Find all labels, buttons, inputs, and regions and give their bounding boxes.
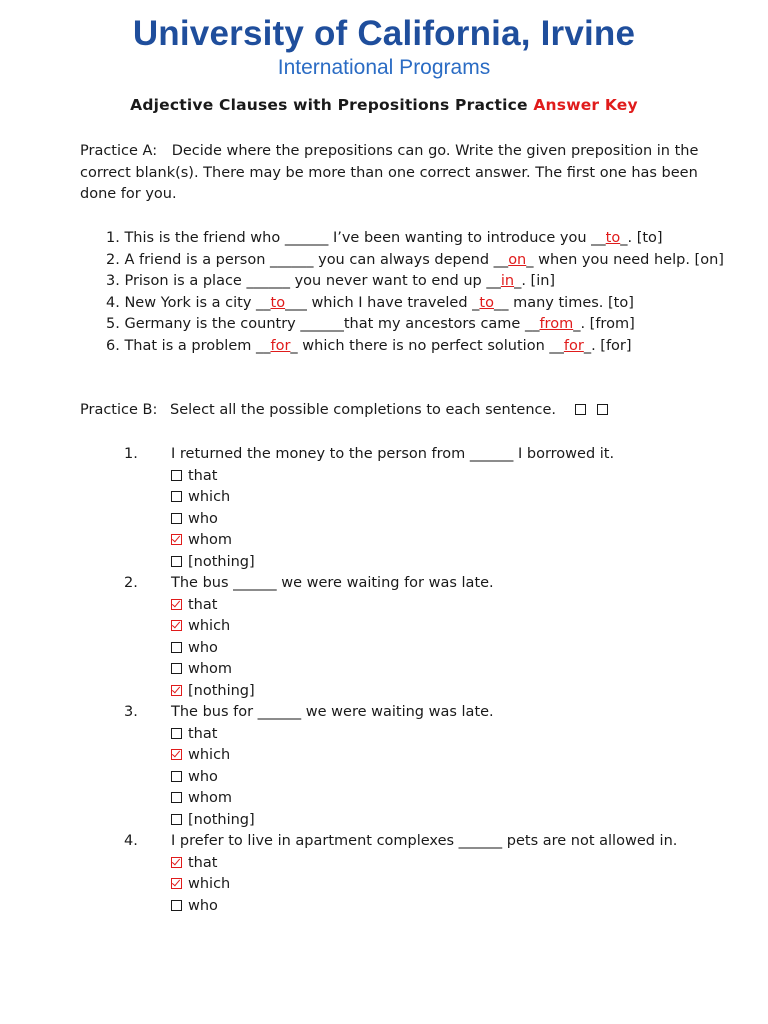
option[interactable] [171, 745, 724, 767]
option[interactable] [171, 487, 724, 509]
option[interactable] [171, 767, 724, 789]
sentence-text: _ which there is no perfect solution __ [290, 337, 564, 354]
option-label: [nothing] [188, 553, 255, 570]
option-label: which [188, 747, 231, 763]
option[interactable] [171, 788, 724, 810]
practice-a-item [106, 228, 726, 250]
item-number: 6. [106, 337, 125, 354]
option-label: that [188, 596, 218, 613]
checked-checkbox-icon[interactable] [171, 599, 182, 610]
option[interactable] [171, 681, 724, 703]
practice-a-item [106, 293, 726, 315]
question-number: 3. [124, 704, 138, 720]
option[interactable] [171, 530, 724, 552]
sentence-text: This is the friend who ______ I’ve been wanting to introduce you __ [124, 230, 606, 246]
answer-text: from [539, 316, 574, 332]
checkbox-icon[interactable] [171, 900, 182, 911]
option-label: that [188, 725, 218, 742]
sentence-text: _. [in] [514, 273, 556, 289]
question-number: 1. [124, 446, 138, 462]
sentence-text: New York is a city __ [124, 294, 271, 311]
checked-box-icon [575, 404, 586, 415]
checked-checkbox-icon[interactable] [171, 857, 182, 868]
question [124, 573, 724, 702]
option-label: who [188, 768, 218, 785]
checkbox-icon[interactable] [171, 663, 182, 674]
checkbox-icon[interactable] [171, 513, 182, 524]
answer-text: on [508, 251, 527, 268]
checked-checkbox-icon[interactable] [171, 685, 182, 696]
item-number: 4. [106, 294, 125, 311]
practice-a-item [106, 336, 726, 358]
empty-box-icon [597, 404, 608, 415]
checkbox-icon[interactable] [171, 728, 182, 739]
sentence-text: Germany is the country ______that my ancestors came __ [124, 316, 540, 332]
sentence-text: Prison is a place ______ you never want to end up __ [124, 273, 501, 289]
sentence-text: _. [for] [583, 337, 632, 354]
practice-a-instructions [80, 141, 720, 206]
title-main: Adjective Clauses with Prepositions Practice [130, 96, 528, 114]
option[interactable] [171, 638, 724, 660]
document-title [0, 96, 768, 114]
question-stem: The bus for ______ we were waiting was late. [171, 704, 494, 720]
option[interactable] [171, 896, 724, 918]
practice-a-list [106, 228, 726, 357]
sentence-text: _. [to] [620, 230, 663, 246]
question [124, 702, 724, 831]
question-stem: I returned the money to the person from ______ I borrowed it. [171, 446, 615, 462]
option-label: that [188, 854, 218, 871]
sentence-text: A friend is a person ______ you can always depend __ [124, 251, 509, 268]
option-label: whom [188, 661, 233, 677]
answer-text: for [270, 337, 291, 354]
question-number: 2. [124, 575, 138, 591]
option-label: [nothing] [188, 811, 255, 828]
option[interactable] [171, 595, 724, 617]
practice-b-questions [124, 444, 724, 917]
practice-b-instructions [80, 400, 720, 422]
question-number: 4. [124, 833, 138, 849]
option[interactable] [171, 509, 724, 531]
answer-text: to [479, 294, 494, 311]
option-label: who [188, 510, 218, 527]
question-stem: The bus ______ we were waiting for was late. [171, 575, 494, 591]
option-label: who [188, 639, 218, 656]
checked-checkbox-icon[interactable] [171, 534, 182, 545]
sentence-text: __ many times. [to] [493, 294, 634, 311]
practice-a-item [106, 271, 726, 293]
practice-b-text: Select all the possible completions to each sentence. [170, 402, 557, 418]
option-label: that [188, 467, 218, 484]
answer-text: to [270, 294, 286, 311]
option-label: whom [188, 532, 233, 548]
option[interactable] [171, 810, 724, 832]
practice-a-text: Decide where the prepositions can go. Write the given preposition in the correct blank(s). There may be more than one correct answer. The first one has been done for you. [80, 143, 699, 202]
checkbox-icon[interactable] [171, 792, 182, 803]
checkbox-icon[interactable] [171, 642, 182, 653]
checked-checkbox-icon[interactable] [171, 749, 182, 760]
practice-a-item [106, 250, 726, 272]
item-number: 3. [106, 273, 125, 289]
question-stem: I prefer to live in apartment complexes ______ pets are not allowed in. [171, 833, 678, 849]
option-label: whom [188, 790, 233, 806]
option-label: which [188, 876, 231, 892]
option[interactable] [171, 552, 724, 574]
answer-text: in [500, 273, 515, 289]
checkbox-icon[interactable] [171, 491, 182, 502]
option[interactable] [171, 874, 724, 896]
page-header [0, 12, 768, 81]
option-label: who [188, 897, 218, 914]
answer-text: for [563, 337, 584, 354]
practice-a-label: Practice A: [80, 143, 158, 159]
checkbox-icon[interactable] [171, 470, 182, 481]
university-name: University of California, Irvine [132, 14, 636, 53]
item-number: 2. [106, 251, 125, 268]
checked-checkbox-icon[interactable] [171, 620, 182, 631]
question [124, 831, 724, 917]
sentence-text: ___ which I have traveled _ [285, 294, 480, 311]
sentence-text: _ when you need help. [on] [526, 251, 724, 268]
checkbox-icon[interactable] [171, 814, 182, 825]
sentence-text: That is a problem __ [124, 337, 271, 354]
checkbox-icon[interactable] [171, 556, 182, 567]
option-label: which [188, 618, 231, 634]
question [124, 444, 724, 573]
practice-a-item [106, 314, 726, 336]
option-label: which [188, 489, 231, 505]
item-number: 1. [106, 230, 125, 246]
option[interactable] [171, 724, 724, 746]
item-number: 5. [106, 316, 125, 332]
answer-text: to [605, 230, 621, 246]
checked-checkbox-icon[interactable] [171, 878, 182, 889]
option-label: [nothing] [188, 682, 255, 699]
option[interactable] [171, 853, 724, 875]
option[interactable] [171, 466, 724, 488]
program-name: International Programs [277, 56, 491, 79]
option[interactable] [171, 616, 724, 638]
option[interactable] [171, 659, 724, 681]
sentence-text: _. [from] [573, 316, 635, 332]
answer-key-label: Answer Key [533, 96, 638, 114]
practice-b-label: Practice B: [80, 402, 158, 418]
checkbox-icon[interactable] [171, 771, 182, 782]
